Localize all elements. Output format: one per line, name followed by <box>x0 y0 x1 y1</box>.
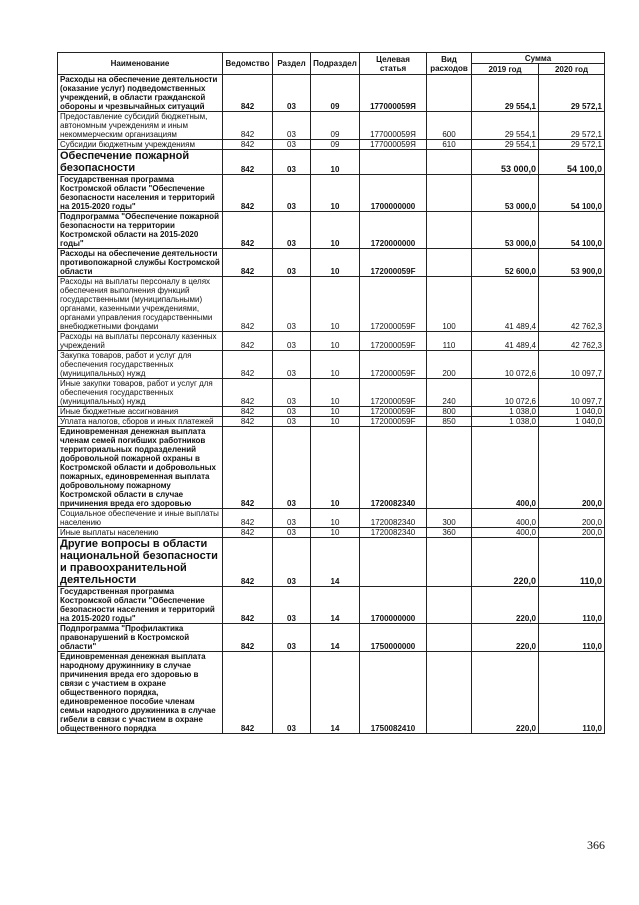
table-cell-target: 177000059Я <box>360 75 427 112</box>
table-cell-section: 03 <box>273 175 311 212</box>
table-cell-type <box>427 75 472 112</box>
table-cell-dept: 842 <box>223 509 273 528</box>
table-cell-subsection: 10 <box>311 212 360 249</box>
table-cell-2020: 200,0 <box>539 509 605 528</box>
table-cell-name: Единовременная денежная выплата народному дружиннику в случае причинения вреда его здоровью в связи с участием в охране общественного порядка, единовременное пособие членам семьи народного дружинника в случае гибели в связи с участием в охране общественного порядка <box>58 652 223 734</box>
table-row <box>58 332 605 351</box>
table-cell-dept: 842 <box>223 112 273 140</box>
table-cell-2020: 29 572,1 <box>539 75 605 112</box>
table-cell-name: Государственная программа Костромской области "Обеспечение безопасности населения и территорий на 2015-2020 годы" <box>58 175 223 212</box>
table-cell-type: 850 <box>427 417 472 427</box>
table-cell-subsection: 10 <box>311 528 360 538</box>
table-cell-2020: 10 097,7 <box>539 379 605 407</box>
table-cell-type: 200 <box>427 351 472 379</box>
table-cell-target: 1700000000 <box>360 587 427 624</box>
table-cell-2020: 42 762,3 <box>539 332 605 351</box>
table-cell-target: 172000059F <box>360 407 427 417</box>
table-cell-type: 300 <box>427 509 472 528</box>
table-cell-name: Закупка товаров, работ и услуг для обеспечения государственных (муниципальных) нужд <box>58 351 223 379</box>
table-cell-2020: 53 900,0 <box>539 249 605 277</box>
table-cell-2020: 110,0 <box>539 538 605 587</box>
table-cell-2020: 42 762,3 <box>539 277 605 332</box>
table-cell-type <box>427 652 472 734</box>
table-cell-2019: 53 000,0 <box>472 175 539 212</box>
table-cell-target: 1750000000 <box>360 624 427 652</box>
table-cell-name: Подпрограмма "Обеспечение пожарной безопасности на территории Костромской области на 2015-2020 годы" <box>58 212 223 249</box>
table-cell-type: 100 <box>427 277 472 332</box>
table-cell-name: Субсидии бюджетным учреждениям <box>58 140 223 150</box>
table-cell-type: 360 <box>427 528 472 538</box>
table-cell-target <box>360 538 427 587</box>
table-cell-type: 600 <box>427 112 472 140</box>
table-row <box>58 351 605 379</box>
table-cell-name: Обеспечение пожарной безопасности <box>58 150 223 175</box>
table-cell-section: 03 <box>273 509 311 528</box>
table-cell-2020: 29 572,1 <box>539 112 605 140</box>
table-cell-type: 240 <box>427 379 472 407</box>
table-cell-2020: 200,0 <box>539 528 605 538</box>
table-cell-2019: 53 000,0 <box>472 212 539 249</box>
header-dept: Ведомство <box>223 53 273 75</box>
table-cell-name: Расходы на обеспечение деятельности (оказание услуг) подведомственных учреждений, в области гражданской обороны и чрезвычайных ситуаций <box>58 75 223 112</box>
table-cell-section: 03 <box>273 624 311 652</box>
table-cell-2020: 29 572,1 <box>539 140 605 150</box>
table-cell-2019: 400,0 <box>472 509 539 528</box>
table-cell-section: 03 <box>273 351 311 379</box>
table-cell-target: 172000059F <box>360 351 427 379</box>
table-cell-subsection: 10 <box>311 417 360 427</box>
table-cell-dept: 842 <box>223 212 273 249</box>
table-cell-section: 03 <box>273 587 311 624</box>
table-cell-section: 03 <box>273 212 311 249</box>
table-cell-subsection: 09 <box>311 75 360 112</box>
table-cell-section: 03 <box>273 652 311 734</box>
table-cell-2019: 53 000,0 <box>472 150 539 175</box>
table-cell-dept: 842 <box>223 140 273 150</box>
table-cell-type <box>427 587 472 624</box>
table-cell-dept: 842 <box>223 332 273 351</box>
table-cell-name: Расходы на выплаты персоналу казенных учреждений <box>58 332 223 351</box>
table-cell-target: 1720082340 <box>360 427 427 509</box>
table-cell-subsection: 10 <box>311 351 360 379</box>
table-cell-2020: 10 097,7 <box>539 351 605 379</box>
table-cell-dept: 842 <box>223 150 273 175</box>
table-cell-section: 03 <box>273 538 311 587</box>
table-cell-2019: 41 489,4 <box>472 332 539 351</box>
table-cell-subsection: 09 <box>311 112 360 140</box>
table-cell-type <box>427 249 472 277</box>
table-cell-target: 1720082340 <box>360 528 427 538</box>
table-cell-section: 03 <box>273 75 311 112</box>
table-cell-2020: 1 040,0 <box>539 417 605 427</box>
table-cell-section: 03 <box>273 332 311 351</box>
table-cell-2019: 220,0 <box>472 587 539 624</box>
table-cell-target: 172000059F <box>360 332 427 351</box>
table-cell-subsection: 10 <box>311 277 360 332</box>
table-cell-name: Уплата налогов, сборов и иных платежей <box>58 417 223 427</box>
table-cell-name: Единовременная денежная выплата членам семей погибших работников территориальных подразделений добровольной пожарной охраны в Костромской области и добровольных пожарных, единовременная выплата добровольному пожарному Костромской области в случае причинения вреда его здоровью <box>58 427 223 509</box>
table-cell-subsection: 10 <box>311 427 360 509</box>
table-row <box>58 249 605 277</box>
table-row <box>58 212 605 249</box>
table-cell-2019: 29 554,1 <box>472 112 539 140</box>
table-row <box>58 150 605 175</box>
table-cell-2020: 200,0 <box>539 427 605 509</box>
table-cell-subsection: 10 <box>311 175 360 212</box>
table-row <box>58 277 605 332</box>
table-cell-target: 172000059F <box>360 417 427 427</box>
table-cell-type <box>427 624 472 652</box>
table-cell-dept: 842 <box>223 175 273 212</box>
table-cell-name: Расходы на выплаты персоналу в целях обеспечения выполнения функций государственными (муниципальными) органами, казенными учреждениями, органами управления государственными внебюджетными фондами <box>58 277 223 332</box>
table-cell-type: 610 <box>427 140 472 150</box>
table-row <box>58 538 605 587</box>
table-cell-target: 1700000000 <box>360 175 427 212</box>
table-row <box>58 417 605 427</box>
table-cell-dept: 842 <box>223 379 273 407</box>
table-cell-name: Другие вопросы в области национальной безопасности и правоохранительной деятельности <box>58 538 223 587</box>
table-cell-target <box>360 150 427 175</box>
table-cell-target: 172000059F <box>360 379 427 407</box>
table-row <box>58 587 605 624</box>
table-cell-target: 177000059Я <box>360 140 427 150</box>
table-cell-dept: 842 <box>223 528 273 538</box>
table-cell-2019: 400,0 <box>472 528 539 538</box>
table-body <box>58 75 605 734</box>
table-cell-name: Предоставление субсидий бюджетным, автономным учреждениям и иным некоммерческим организациям <box>58 112 223 140</box>
table-cell-subsection: 10 <box>311 332 360 351</box>
table-cell-section: 03 <box>273 150 311 175</box>
header-row <box>58 53 605 64</box>
table-row <box>58 112 605 140</box>
table-cell-type <box>427 175 472 212</box>
table-cell-dept: 842 <box>223 407 273 417</box>
budget-table <box>57 52 605 734</box>
table-cell-2019: 220,0 <box>472 624 539 652</box>
table-cell-name: Подпрограмма "Профилактика правонарушений в Костромской области" <box>58 624 223 652</box>
table-cell-name: Расходы на обеспечение деятельности противопожарной службы Костромской области <box>58 249 223 277</box>
table-row <box>58 427 605 509</box>
table-cell-2020: 54 100,0 <box>539 150 605 175</box>
table-cell-subsection: 14 <box>311 624 360 652</box>
table-cell-2019: 10 072,6 <box>472 351 539 379</box>
table-cell-name: Иные выплаты населению <box>58 528 223 538</box>
table-cell-2019: 220,0 <box>472 538 539 587</box>
table-row <box>58 624 605 652</box>
table-cell-dept: 842 <box>223 249 273 277</box>
table-row <box>58 75 605 112</box>
table-cell-target: 1720082340 <box>360 509 427 528</box>
table-cell-section: 03 <box>273 528 311 538</box>
header-name: Наименование <box>58 53 223 75</box>
table-cell-dept: 842 <box>223 351 273 379</box>
table-cell-section: 03 <box>273 112 311 140</box>
table-cell-2020: 110,0 <box>539 652 605 734</box>
table-row <box>58 407 605 417</box>
page-number: 366 <box>587 838 605 852</box>
table-cell-2020: 110,0 <box>539 624 605 652</box>
table-cell-subsection: 10 <box>311 509 360 528</box>
table-cell-section: 03 <box>273 427 311 509</box>
table-cell-dept: 842 <box>223 277 273 332</box>
table-cell-dept: 842 <box>223 427 273 509</box>
table-cell-section: 03 <box>273 407 311 417</box>
table-row <box>58 509 605 528</box>
table-cell-2019: 1 038,0 <box>472 417 539 427</box>
table-row <box>58 652 605 734</box>
table-cell-type <box>427 212 472 249</box>
table-cell-dept: 842 <box>223 624 273 652</box>
table-cell-2019: 29 554,1 <box>472 75 539 112</box>
table-cell-subsection: 10 <box>311 379 360 407</box>
table-cell-dept: 842 <box>223 652 273 734</box>
table-cell-subsection: 14 <box>311 652 360 734</box>
table-cell-type <box>427 538 472 587</box>
table-cell-section: 03 <box>273 249 311 277</box>
table-cell-target: 1720000000 <box>360 212 427 249</box>
table-row <box>58 379 605 407</box>
table-cell-target: 172000059F <box>360 249 427 277</box>
header-subsection: Подраздел <box>311 53 360 75</box>
table-cell-2019: 52 600,0 <box>472 249 539 277</box>
table-cell-target: 172000059F <box>360 277 427 332</box>
table-cell-dept: 842 <box>223 538 273 587</box>
table-cell-subsection: 10 <box>311 249 360 277</box>
table-cell-2020: 54 100,0 <box>539 212 605 249</box>
table-cell-2020: 110,0 <box>539 587 605 624</box>
table-cell-dept: 842 <box>223 587 273 624</box>
table-cell-2019: 220,0 <box>472 652 539 734</box>
table-cell-section: 03 <box>273 140 311 150</box>
header-sum: Сумма <box>472 53 605 64</box>
header-section: Раздел <box>273 53 311 75</box>
header-target: Целевая статья <box>360 53 427 75</box>
table-cell-subsection: 09 <box>311 140 360 150</box>
table-row <box>58 175 605 212</box>
header-2020: 2020 год <box>539 64 605 75</box>
table-cell-section: 03 <box>273 277 311 332</box>
table-row <box>58 528 605 538</box>
table-cell-2019: 41 489,4 <box>472 277 539 332</box>
table-cell-subsection: 14 <box>311 587 360 624</box>
table-cell-name: Социальное обеспечение и иные выплаты населению <box>58 509 223 528</box>
table-cell-2019: 29 554,1 <box>472 140 539 150</box>
table-cell-target: 177000059Я <box>360 112 427 140</box>
table-cell-section: 03 <box>273 379 311 407</box>
table-cell-name: Иные закупки товаров, работ и услуг для обеспечения государственных (муниципальных) нужд <box>58 379 223 407</box>
table-cell-2020: 54 100,0 <box>539 175 605 212</box>
header-2019: 2019 год <box>472 64 539 75</box>
table-cell-subsection: 10 <box>311 150 360 175</box>
table-cell-name: Иные бюджетные ассигнования <box>58 407 223 417</box>
table-cell-section: 03 <box>273 417 311 427</box>
table-cell-subsection: 14 <box>311 538 360 587</box>
table-cell-subsection: 10 <box>311 407 360 417</box>
table-cell-name: Государственная программа Костромской области "Обеспечение безопасности населения и территорий на 2015-2020 годы" <box>58 587 223 624</box>
table-cell-type <box>427 427 472 509</box>
table-cell-type: 800 <box>427 407 472 417</box>
table-row <box>58 140 605 150</box>
table-cell-type <box>427 150 472 175</box>
table-cell-target: 1750082410 <box>360 652 427 734</box>
table-cell-dept: 842 <box>223 75 273 112</box>
table-cell-dept: 842 <box>223 417 273 427</box>
header-type: Вид расходов <box>427 53 472 75</box>
table-cell-2019: 400,0 <box>472 427 539 509</box>
table-cell-2019: 1 038,0 <box>472 407 539 417</box>
table-cell-type: 110 <box>427 332 472 351</box>
table-cell-2019: 10 072,6 <box>472 379 539 407</box>
table-cell-2020: 1 040,0 <box>539 407 605 417</box>
